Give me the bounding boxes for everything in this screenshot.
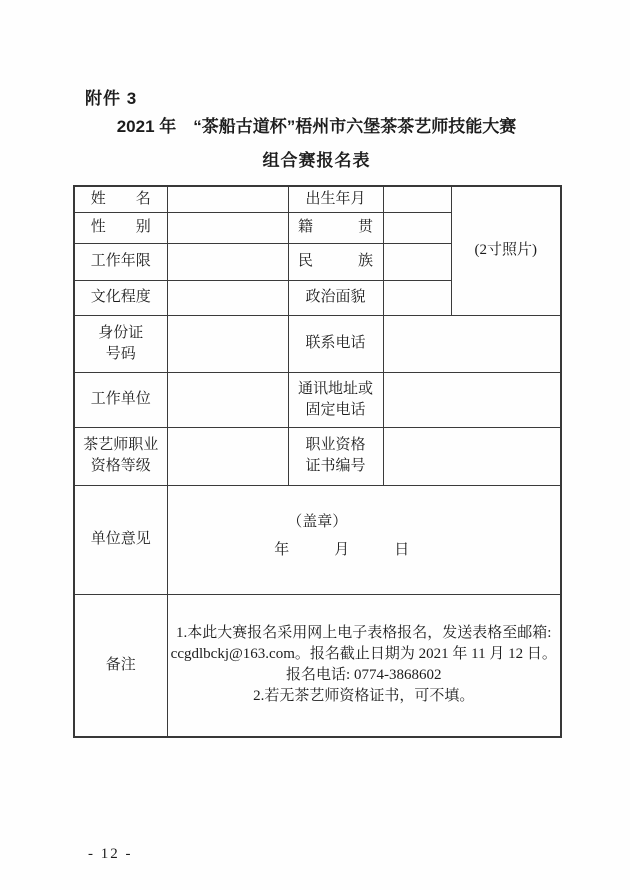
field-value-native-place [383, 212, 451, 243]
field-label-id-number-line2: 号码 [105, 345, 136, 362]
table-row [74, 485, 561, 594]
table-row [74, 186, 561, 212]
registration-form-table [73, 185, 562, 738]
field-label-work-unit: 工作单位 [74, 372, 167, 427]
date-placeholder: 年 月 日 [274, 541, 410, 558]
document-title: 2021 年 “茶船古道杯”梧州市六堡茶茶艺师技能大赛 [116, 117, 517, 136]
field-label-gender: 性 别 [74, 212, 167, 243]
field-label-mailing-line2: 固定电话 [305, 401, 366, 418]
field-value-tea-master-level [167, 427, 288, 485]
field-label-id-number [74, 315, 167, 372]
field-label-tea-master-line2: 资格等级 [90, 458, 151, 474]
field-label-mailing-line1: 通讯地址或 [297, 380, 373, 397]
field-label-name: 姓 名 [74, 186, 167, 212]
field-label-native-place: 籍 贯 [288, 212, 383, 243]
field-label-ethnicity: 民 族 [288, 243, 383, 280]
unit-opinion-cell [167, 485, 561, 594]
attachment-label: 附件 3 [85, 89, 138, 108]
field-label-id-number-line1: 身份证 [98, 324, 144, 341]
remarks-line-1: 1.本此大赛报名采用网上电子表格报名，发送表格至邮箱: [176, 625, 552, 642]
field-label-education: 文化程度 [74, 280, 167, 315]
field-value-id-number [167, 315, 288, 372]
field-label-cert-line1: 职业资格 [305, 437, 366, 453]
field-value-contact-phone [383, 315, 561, 372]
table-row [74, 372, 561, 427]
field-label-political-status: 政治面貌 [288, 280, 383, 315]
page-number: - 12 - [88, 846, 133, 862]
field-label-cert-number [288, 427, 383, 485]
table-row [74, 594, 561, 737]
field-label-mailing-address [288, 372, 383, 427]
field-label-unit-opinion: 单位意见 [74, 485, 167, 594]
photo-placeholder-cell: (2寸照片) [451, 186, 561, 315]
document-subtitle: 组合赛报名表 [262, 151, 371, 170]
field-label-remarks: 备注 [74, 594, 167, 737]
field-value-work-unit [167, 372, 288, 427]
field-value-gender [167, 212, 288, 243]
remarks-cell [167, 594, 561, 737]
remarks-line-4: 2.若无茶艺师资格证书，可不填。 [253, 688, 475, 705]
remarks-line-3: 报名电话: 0774-3868602 [286, 667, 442, 684]
field-value-work-years [167, 243, 288, 280]
field-value-mailing-address [383, 372, 561, 427]
field-value-birth-date [383, 186, 451, 212]
table-row [74, 427, 561, 485]
field-label-tea-master-line1: 茶艺师职业 [83, 437, 159, 453]
field-value-ethnicity [383, 243, 451, 280]
field-label-cert-line2: 证书编号 [305, 458, 366, 474]
seal-placeholder: （盖章） [287, 513, 348, 530]
remarks-line-2: ccgdlbckj@163.com。报名截止日期为 2021 年 11 月 12 日。 [170, 646, 557, 663]
field-value-cert-number [383, 427, 561, 485]
table-row [74, 315, 561, 372]
field-label-work-years: 工作年限 [74, 243, 167, 280]
field-label-tea-master-level [74, 427, 167, 485]
field-value-education [167, 280, 288, 315]
field-value-political-status [383, 280, 451, 315]
field-label-birth-date: 出生年月 [288, 186, 383, 212]
field-label-contact-phone: 联系电话 [288, 315, 383, 372]
field-value-name [167, 186, 288, 212]
